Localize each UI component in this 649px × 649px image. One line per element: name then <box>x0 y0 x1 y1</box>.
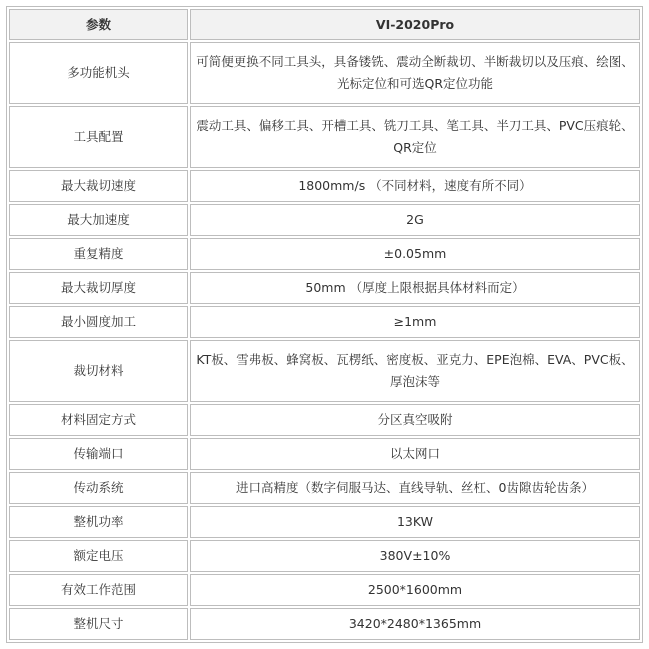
table-row <box>9 540 640 572</box>
table-row <box>9 238 640 270</box>
row-key: 重复精度 <box>9 238 188 270</box>
row-value: 2500*1600mm <box>190 574 640 606</box>
row-value: 50mm （厚度上限根据具体材料而定） <box>190 272 640 304</box>
row-key: 额定电压 <box>9 540 188 572</box>
row-key: 最小圆度加工 <box>9 306 188 338</box>
table-row <box>9 438 640 470</box>
row-key: 工具配置 <box>9 106 188 168</box>
table-row <box>9 42 640 104</box>
row-key: 传输端口 <box>9 438 188 470</box>
row-value: KT板、雪弗板、蜂窝板、瓦楞纸、密度板、亚克力、EPE泡棉、EVA、PVC板、厚泡沫等 <box>190 340 640 402</box>
row-value: 13KW <box>190 506 640 538</box>
table-row <box>9 340 640 402</box>
table-row <box>9 106 640 168</box>
header-param-cell: 参数 <box>9 9 188 40</box>
table-row <box>9 608 640 640</box>
row-key: 裁切材料 <box>9 340 188 402</box>
row-key: 整机功率 <box>9 506 188 538</box>
table-row <box>9 204 640 236</box>
spec-table <box>6 6 643 643</box>
table-row <box>9 170 640 202</box>
row-key: 最大裁切速度 <box>9 170 188 202</box>
row-key: 材料固定方式 <box>9 404 188 436</box>
row-value: 1800mm/s （不同材料，速度有所不同） <box>190 170 640 202</box>
row-key: 多功能机头 <box>9 42 188 104</box>
row-value: 2G <box>190 204 640 236</box>
row-value: 以太网口 <box>190 438 640 470</box>
row-value: ±0.05mm <box>190 238 640 270</box>
row-key: 最大加速度 <box>9 204 188 236</box>
row-value: 进口高精度（数字伺服马达、直线导轨、丝杠、0齿隙齿轮齿条） <box>190 472 640 504</box>
row-value: 3420*2480*1365mm <box>190 608 640 640</box>
table-row <box>9 472 640 504</box>
row-value: ≥1mm <box>190 306 640 338</box>
row-key: 最大裁切厚度 <box>9 272 188 304</box>
row-key: 整机尺寸 <box>9 608 188 640</box>
row-value: 分区真空吸附 <box>190 404 640 436</box>
row-value: 震动工具、偏移工具、开槽工具、铣刀工具、笔工具、半刀工具、PVC压痕轮、QR定位 <box>190 106 640 168</box>
table-row <box>9 306 640 338</box>
row-value: 可简便更换不同工具头，具备镂铣、震动全断裁切、半断裁切以及压痕、绘图、光标定位和可选QR定位功能 <box>190 42 640 104</box>
table-header-row <box>9 9 640 40</box>
row-value: 380V±10% <box>190 540 640 572</box>
header-model-cell: VI-2020Pro <box>190 9 640 40</box>
table-row <box>9 506 640 538</box>
row-key: 有效工作范围 <box>9 574 188 606</box>
table-row <box>9 272 640 304</box>
table-row <box>9 404 640 436</box>
row-key: 传动系统 <box>9 472 188 504</box>
table-row <box>9 574 640 606</box>
